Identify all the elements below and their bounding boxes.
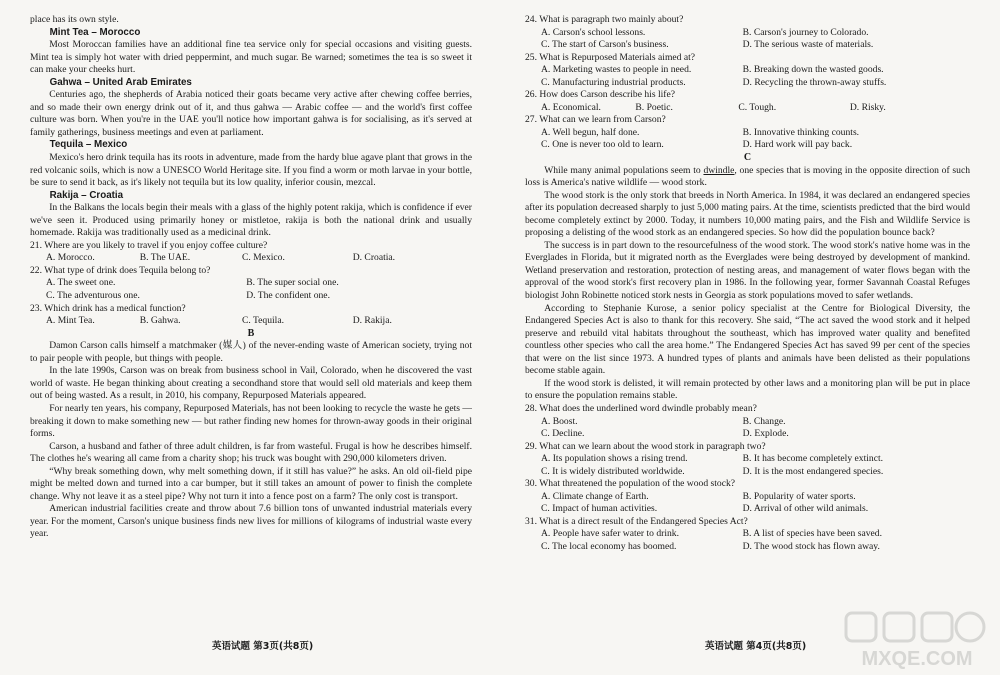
question-30-options [525, 491, 970, 516]
question-30: 30. What threatened the population of the wood stock? [525, 478, 736, 490]
option-22-d: D. The confident one. [246, 290, 330, 302]
option-30-a: A. Climate change of Earth. [541, 490, 649, 502]
paragraph-c2: The wood stork is the only stork that breeds in North America. In 1984, it was declared an endangered species after its population decreased sharply to just 5,000 mating pairs. At the time, scientists predicted that the bird would become completely extinct by 2000. Today, it numbers 10,000 mating pairs, and the Fish and Wildlife Service is proposing a delisting of the wood stork as an endangered species. So how did the population bounce back? [525, 189, 970, 239]
option-29-c: C. It is widely distributed worldwide. [541, 465, 685, 477]
option-27-b: B. Innovative thinking counts. [742, 126, 860, 138]
option-22-c: C. The adventurous one. [46, 290, 140, 302]
option-26-c: C. Tough. [738, 101, 777, 113]
question-21-options [30, 252, 472, 265]
paragraph-b2: In the late 1990s, Carson was on break from business school in Vail, Colorado, when he discovered the vast world of waste. He began thinking about creating a secondhand store that would sell old materials and keep them out of being wasted. As a result, in 2010, his company, Repurposed Materials appeared. [30, 365, 472, 402]
paragraph-c1-end: , one species that is moving in the opposite direction of such loss is America's native wildlife — wood stork. [525, 164, 970, 189]
option-24-c: C. The start of Carson's business. [541, 39, 669, 51]
subheading-tequila: Tequila – Mexico [49, 139, 128, 151]
page-3-footer: 英语试题 第3页(共8页) [212, 641, 314, 652]
option-28-c: C. Decline. [541, 428, 585, 440]
subheading-mint-tea: Mint Tea – Morocco [49, 26, 141, 38]
option-25-c: C. Manufacturing industrial products. [541, 76, 686, 88]
underlined-word-dwindle: dwindle [703, 164, 735, 176]
question-21: 21. Where are you likely to travel if you enjoy coffee culture? [30, 239, 268, 251]
paragraph-c1 [525, 165, 970, 190]
subheading-gahwa: Gahwa – United Arab Emirates [49, 76, 192, 88]
paragraph-c3: The success is in part down to the resourcefulness of the wood stork. The wood stork's native home was in the Everglades in Florida, but it migrated north as the Everglades were being destroyed by development of mankind. Wetland preservation and restoration, protection of nesting areas, and management of water flows began with the approval of the wood stork's first recovery plan in 1986. In the following year, former Savannah Coastal Refuges biologist John Robinette noticed stork nests in Georgia as stork populations moved to safer wetlands. [525, 239, 970, 302]
option-30-d: D. Arrival of other wild animals. [742, 503, 869, 515]
paragraph-b4: Carson, a husband and father of three adult children, is far from wasteful. Frugal is how he describes himself. The clothes he's wearing all came from a charity shop; his truck was bought with 290,000 kilometers driven. [30, 440, 472, 465]
option-25-a: A. Marketing wastes to people in need. [541, 64, 692, 76]
question-31: 31. What is a direct result of the Endangered Species Act? [525, 515, 748, 527]
option-23-d: D. Rakija. [352, 315, 392, 327]
option-22-b: B. The super social one. [246, 277, 339, 289]
option-26-d: D. Risky. [849, 101, 886, 113]
paragraph-b5: “Why break something down, why melt something down, if it still has value?” he asks. An old oil-field pipe might be melted down and turned into a car bumper, but it still takes an amount of power to finish the complete change. Why not leave it as a steel pipe? Why not turn it into a fence post on a farm? The only cost is transport. [30, 465, 472, 502]
section-b-heading: B [247, 327, 255, 339]
option-28-d: D. Explode. [742, 428, 789, 440]
question-25-options [525, 64, 970, 89]
option-24-d: D. The serious waste of materials. [742, 39, 874, 51]
option-24-b: B. Carson's journey to Colorado. [742, 26, 869, 38]
page-3 [30, 14, 472, 664]
question-22-options [30, 277, 472, 302]
paragraph-b1: Damon Carson calls himself a matchmaker (媒人) of the never-ending waste of American society, trying not to pair people with people, but things with people. [30, 340, 472, 364]
option-23-a: A. Mint Tea. [46, 315, 95, 327]
option-28-a: A. Boost. [541, 415, 578, 427]
option-27-c: C. One is never too old to learn. [541, 139, 664, 151]
watermark-text: MXQE.COM [861, 648, 973, 670]
question-23: 23. Which drink has a medical function? [30, 302, 186, 314]
paragraph-b3: For nearly ten years, his company, Repurposed Materials, has not been looking to recycle the waste he gets — breaking it down to make something new — but rather finding new homes for thrown-away goods in their original forms. [30, 402, 472, 440]
option-26-b: B. Poetic. [635, 101, 673, 113]
question-25: 25. What is Repurposed Materials aimed at? [525, 51, 696, 63]
option-26-a: A. Economical. [541, 101, 601, 113]
option-23-c: C. Tequila. [241, 315, 285, 327]
question-24: 24. What is paragraph two mainly about? [525, 14, 684, 25]
section-c-heading: C [743, 152, 752, 164]
option-29-a: A. Its population shows a rising trend. [541, 453, 688, 465]
option-23-b: B. Gahwa. [139, 315, 181, 327]
paragraph-c1-start: While many animal populations seem to [544, 164, 704, 176]
question-24-options [525, 27, 970, 52]
question-28: 28. What does the underlined word dwindle probably mean? [525, 402, 757, 414]
option-30-b: B. Popularity of water sports. [742, 490, 856, 502]
question-27: 27. What can we learn from Carson? [525, 114, 666, 126]
option-29-b: B. It has become completely extinct. [742, 453, 884, 465]
option-29-d: D. It is the most endangered species. [742, 465, 884, 477]
paragraph-c5: If the wood stork is delisted, it will remain protected by other laws and a monitoring plan will be put in place to ensure the population remains stable. [525, 377, 970, 402]
option-22-a: A. The sweet one. [46, 277, 116, 289]
option-27-a: A. Well begun, half done. [541, 126, 640, 138]
paragraph-c4: According to Stephanie Kurose, a senior policy specialist at the Centre for Biological Diversity, the Endangered Species Act is also to thank for this recovery. She said, “The act saved the wood stork and it helped preserve and rebuild vital habitats throughout the southeast, which has improved water quality and benefited countless other species who call the area home.” The Endangered Species Act has saved 99 per cent of the species that were on the list since 1973. A hundred types of plants and animals have been delisted as their populations become stable again. [525, 302, 970, 377]
option-25-b: B. Breaking down the wasted goods. [742, 64, 884, 76]
option-31-c: C. The local economy has boomed. [541, 540, 677, 552]
question-26: 26. How does Carson describe his life? [525, 89, 676, 101]
option-27-d: D. Hard work will pay back. [742, 139, 853, 151]
option-24-a: A. Carson's school lessons. [541, 26, 646, 38]
option-25-d: D. Recycling the thrown-away stuffs. [742, 76, 887, 88]
option-21-d: D. Croatia. [352, 252, 396, 264]
option-30-c: C. Impact of human activities. [541, 503, 658, 515]
question-28-options [525, 416, 970, 441]
question-23-options [30, 315, 472, 328]
paragraph-mint-tea: Most Moroccan families have an additional fine tea service only for special occasions and visiting guests. Mint tea is simply hot water with dried peppermint, and much sugar. Be warned; sometimes the tea is so sweet it can make your cheeks hurt. [30, 39, 472, 76]
option-28-b: B. Change. [742, 415, 786, 427]
question-29: 29. What can we learn about the wood stork in paragraph two? [525, 440, 766, 452]
paragraph-gahwa: Centuries ago, the shepherds of Arabia noticed their goats became very active after chewing coffee berries, and so made their own energy drink out of it, and thus gahwa — Arabic coffee — and the world's first coffee culture was born. When you're in the UAE you'll notice how important gahwa is for socialising, as it's served at family gatherings, business meetings and even at parliament. [30, 89, 472, 138]
option-31-d: D. The wood stock has flown away. [742, 540, 880, 552]
paragraph-rakija: In the Balkans the locals begin their meals with a glass of the highly potent rakija, which is confidence if ever we've seen it. Produced using primarily honey or mistletoe, rakija is both the national drink and usually homemade. Rakija was traditionally used as a medicinal drink. [30, 202, 472, 239]
watermark-logo [842, 611, 992, 671]
paragraph-tequila: Mexico's hero drink tequila has its roots in adventure, made from the hardy blue agave plant that grows in the red volcanic soils, which is now a UNESCO World Heritage site. If you find a worm or moth larvae in your bottle, be sure to send it back, as it's likely not tequila but its low quality, inferior cousin, mezcal. [30, 152, 472, 189]
question-22: 22. What type of drink does Tequila belong to? [30, 264, 211, 276]
option-21-b: B. The UAE. [139, 252, 191, 264]
question-26-options [525, 102, 970, 115]
intro-line: place has its own style. [30, 14, 119, 25]
question-31-options [525, 528, 970, 553]
paragraph-b6: American industrial facilities create and throw about 7.6 billion tons of unwanted industrial materials every year. For the moment, Carson's unique business finds new lives for millions of kilograms of industrial waste every year. [30, 503, 472, 540]
page-4 [525, 14, 970, 664]
subheading-rakija: Rakija – Croatia [49, 189, 124, 201]
option-21-c: C. Mexico. [241, 252, 285, 264]
option-21-a: A. Morocco. [46, 252, 95, 264]
option-31-b: B. A list of species have been saved. [742, 528, 882, 540]
page-4-footer: 英语试题 第4页(共8页) [705, 641, 807, 652]
question-29-options [525, 453, 970, 478]
question-27-options [525, 127, 970, 152]
option-31-a: A. People have safer water to drink. [541, 528, 679, 540]
